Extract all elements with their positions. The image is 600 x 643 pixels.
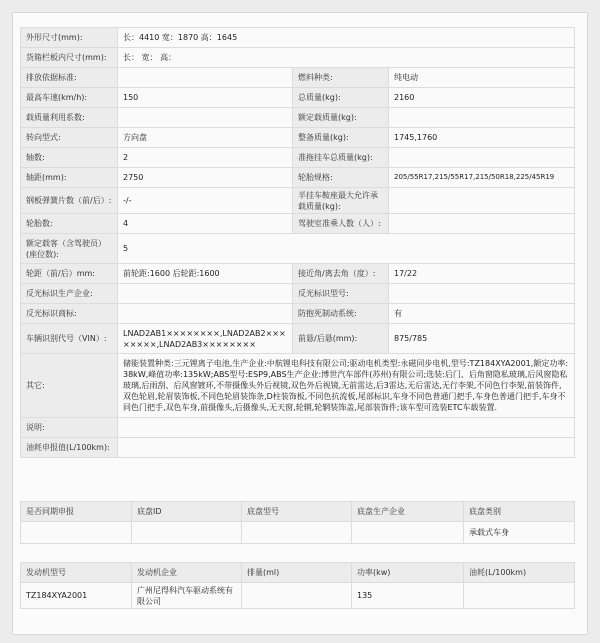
reflect-maker-label: 反光标识生产企业: [21,284,118,304]
approach-label: 接近角/离去角（度）: [293,264,389,284]
axles-label: 轴数: [21,148,118,168]
engine-header-power: 功率(kw) [352,563,464,583]
trailer-value [389,148,575,168]
overhang-value: 875/785 [389,324,575,354]
spring-value: -/- [118,188,293,214]
wheelbase-value: 2750 [118,168,293,188]
steering-value: 方向盘 [118,128,293,148]
other-label: 其它: [21,354,118,418]
engine-header-maker: 发动机企业 [132,563,242,583]
seats-label: 额定载客（含驾驶员）(座位数): [21,234,118,264]
engine-cell-maker: 广州尼得科汽车驱动系统有限公司 [132,583,242,609]
chassis-header-category: 底盘类别 [464,502,575,522]
tire-value: 205/55R17,215/55R17,215/50R18,225/45R19 [389,168,575,188]
engine-cell-power: 135 [352,583,464,609]
chassis-header-model: 底盘型号 [242,502,352,522]
overhang-label: 前悬/后悬(mm): [293,324,389,354]
note-value [118,418,575,438]
wheelbase-label: 轴距(mm): [21,168,118,188]
reflect-brand-label: 反光标识商标: [21,304,118,324]
dims-value: 长：4410 宽：1870 高：1645 [118,28,575,48]
axles-value: 2 [118,148,293,168]
emission-value [118,68,293,88]
chassis-cell-model [242,522,352,544]
reflect-model-label: 反光标识型号: [293,284,389,304]
fuel-report-label: 油耗申报值(L/100km): [21,438,118,458]
engine-cell-displacement [242,583,352,609]
chassis-table [20,501,575,544]
curb-value: 1745,1760 [389,128,575,148]
track-label: 轮距（前/后）mm: [21,264,118,284]
reflect-brand-value [118,304,293,324]
reflect-maker-value [118,284,293,304]
note-label: 说明: [21,418,118,438]
vin-label: 车辆识别代号（VIN）: [21,324,118,354]
tire-count-value: 4 [118,214,293,234]
chassis-header-id: 底盘ID [132,502,242,522]
approach-value: 17/22 [389,264,575,284]
tire-label: 轮胎规格: [293,168,389,188]
engine-header-displacement: 排量(ml) [242,563,352,583]
gross-value: 2160 [389,88,575,108]
chassis-header-maker: 底盘生产企业 [352,502,464,522]
chassis-header-sync: 是否同期申报 [21,502,132,522]
fuel-value: 纯电动 [389,68,575,88]
chassis-cell-id [132,522,242,544]
speed-value: 150 [118,88,293,108]
rated-load-value [389,108,575,128]
vin-value: LNAD2AB1××××××××,LNAD2AB2××××××××,LNAD2AB3×××××××× [118,324,293,354]
other-value: 储能装置种类:三元锂离子电池,生产企业:中航锂电科技有限公司;驱动电机类型:永磁同步电机,型号:TZ184XYA2001,额定功率:38kW,峰值功率:135kW;ABS型号:ESP9,ABS生产企业:博世汽车部件(苏州)有限公司;选装:后门、后角窗隐私玻璃,后风窗隐私玻璃,后雨刮、后风窗镀环,不带摄像头外后视镜,双色外后视镜,无前雷达,后3雷达,无后雷达,无行李架,不同色行李架,前装饰件,双色轮眉,轮眉装饰板,不同色轮眉装饰条,D柱装饰板,不同色抗流板,尾部标识,车身不同色普通门把手,车身色普通门把手,车身不同色门把手,双色车身,前摄像头,后摄像头,无天窗,轮辋,轮辋装饰盖,尾部装饰件;该车型可选装ETC车载装置. [118,354,575,418]
load-util-value [118,108,293,128]
abs-value: 有 [389,304,575,324]
engine-header-fuel: 油耗(L/100km) [464,563,575,583]
chassis-cell-category: 承载式车身 [464,522,575,544]
gross-label: 总质量(kg): [293,88,389,108]
trailer-label: 准拖挂车总质量(kg): [293,148,389,168]
speed-label: 最高车速(km/h): [21,88,118,108]
fuel-label: 燃料种类: [293,68,389,88]
chassis-cell-sync [21,522,132,544]
abs-label: 防抱死制动系统: [293,304,389,324]
engine-cell-fuel [464,583,575,609]
cab-value [389,214,575,234]
engine-header-model: 发动机型号 [21,563,132,583]
rated-load-label: 额定载质量(kg): [293,108,389,128]
main-spec-table [20,27,575,458]
engine-table [20,562,575,609]
spring-label: 钢板弹簧片数（前/后）: [21,188,118,214]
tire-count-label: 轮胎数: [21,214,118,234]
seats-value: 5 [118,234,575,264]
fuel-report-value [118,438,575,458]
emission-label: 排放依据标准: [21,68,118,88]
cab-label: 驾驶室准乘人数（人）: [293,214,389,234]
steering-label: 转向型式: [21,128,118,148]
saddle-label: 半挂车鞍座最大允许承载质量(kg): [293,188,389,214]
curb-label: 整备质量(kg): [293,128,389,148]
cargo-value: 长： 宽： 高： [118,48,575,68]
saddle-value [389,188,575,214]
dims-label: 外形尺寸(mm): [21,28,118,48]
engine-cell-model: TZ184XYA2001 [21,583,132,609]
cargo-label: 货箱栏板内尺寸(mm): [21,48,118,68]
reflect-model-value [389,284,575,304]
load-util-label: 载质量利用系数: [21,108,118,128]
chassis-cell-maker [352,522,464,544]
track-value: 前轮距:1600 后轮距:1600 [118,264,293,284]
